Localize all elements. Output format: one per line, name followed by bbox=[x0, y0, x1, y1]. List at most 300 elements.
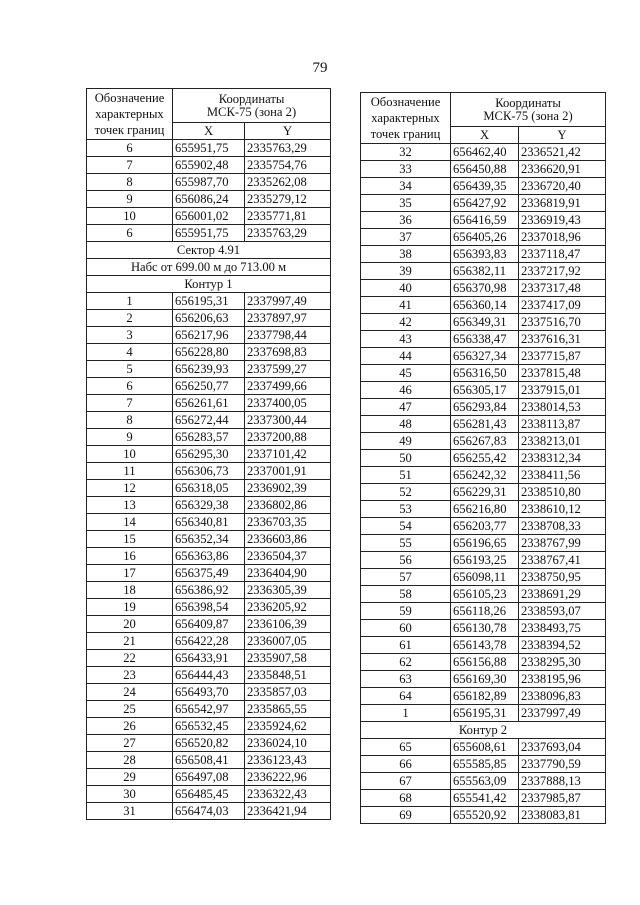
y-value: 2337417,09 bbox=[519, 297, 606, 314]
table-row bbox=[87, 497, 331, 514]
x-value: 656370,98 bbox=[451, 280, 519, 297]
table-row bbox=[87, 735, 331, 752]
table-row bbox=[87, 769, 331, 786]
point-label: 36 bbox=[361, 212, 451, 229]
x-value: 655951,75 bbox=[173, 140, 245, 157]
table-row bbox=[87, 293, 331, 310]
x-value: 656261,61 bbox=[173, 395, 245, 412]
table-row bbox=[87, 429, 331, 446]
y-value: 2336305,39 bbox=[245, 582, 331, 599]
y-value: 2338312,34 bbox=[519, 450, 606, 467]
x-value: 655987,70 bbox=[173, 174, 245, 191]
x-value: 656532,45 bbox=[173, 718, 245, 735]
point-label: 8 bbox=[87, 174, 173, 191]
point-label: 6 bbox=[87, 378, 173, 395]
table-row bbox=[361, 569, 606, 586]
x-value: 656169,30 bbox=[451, 671, 519, 688]
x-value: 655585,85 bbox=[451, 756, 519, 773]
point-label: 40 bbox=[361, 280, 451, 297]
point-label: 31 bbox=[87, 803, 173, 820]
point-label: 49 bbox=[361, 433, 451, 450]
y-column-header: Y bbox=[245, 123, 331, 140]
x-value: 656497,08 bbox=[173, 769, 245, 786]
y-value: 2335865,55 bbox=[245, 701, 331, 718]
point-label: 42 bbox=[361, 314, 451, 331]
x-value: 656493,70 bbox=[173, 684, 245, 701]
y-value: 2336123,43 bbox=[245, 752, 331, 769]
table-row bbox=[361, 399, 606, 416]
x-value: 656295,30 bbox=[173, 446, 245, 463]
point-label: 62 bbox=[361, 654, 451, 671]
x-value: 656409,87 bbox=[173, 616, 245, 633]
point-label: 8 bbox=[87, 412, 173, 429]
x-value: 656206,63 bbox=[173, 310, 245, 327]
table-row bbox=[361, 382, 606, 399]
x-value: 656349,31 bbox=[451, 314, 519, 331]
y-value: 2337693,04 bbox=[519, 739, 606, 756]
point-label: 66 bbox=[361, 756, 451, 773]
point-label: 15 bbox=[87, 531, 173, 548]
right-rows-group-2 bbox=[361, 739, 606, 824]
point-label: 63 bbox=[361, 671, 451, 688]
y-value: 2337300,44 bbox=[245, 412, 331, 429]
point-label: 44 bbox=[361, 348, 451, 365]
coordinates-header: Координаты МСК-75 (зона 2) bbox=[451, 93, 606, 127]
point-label: 6 bbox=[87, 140, 173, 157]
x-value: 656327,34 bbox=[451, 348, 519, 365]
point-label: 9 bbox=[87, 429, 173, 446]
x-value: 656462,40 bbox=[451, 144, 519, 161]
x-value: 656118,26 bbox=[451, 603, 519, 620]
y-value: 2335907,58 bbox=[245, 650, 331, 667]
x-value: 656182,89 bbox=[451, 688, 519, 705]
table-row bbox=[87, 752, 331, 769]
y-value: 2337317,48 bbox=[519, 280, 606, 297]
coordinates-table-left bbox=[86, 88, 331, 820]
point-label: 21 bbox=[87, 633, 173, 650]
point-label: 39 bbox=[361, 263, 451, 280]
point-label: 22 bbox=[87, 650, 173, 667]
x-value: 656250,77 bbox=[173, 378, 245, 395]
x-value: 656130,78 bbox=[451, 620, 519, 637]
table-row bbox=[87, 327, 331, 344]
x-value: 656386,92 bbox=[173, 582, 245, 599]
y-value: 2338295,30 bbox=[519, 654, 606, 671]
x-value: 656352,34 bbox=[173, 531, 245, 548]
table-row bbox=[87, 446, 331, 463]
point-label: 7 bbox=[87, 395, 173, 412]
y-value: 2336024,10 bbox=[245, 735, 331, 752]
point-label: 27 bbox=[87, 735, 173, 752]
point-label: 54 bbox=[361, 518, 451, 535]
point-label: 68 bbox=[361, 790, 451, 807]
x-value: 656305,17 bbox=[451, 382, 519, 399]
point-label: 65 bbox=[361, 739, 451, 756]
point-label: 58 bbox=[361, 586, 451, 603]
right-section-headers bbox=[361, 722, 606, 739]
table-row bbox=[87, 310, 331, 327]
table-row bbox=[87, 157, 331, 174]
table-row bbox=[361, 739, 606, 756]
point-label: 24 bbox=[87, 684, 173, 701]
point-label: 6 bbox=[87, 225, 173, 242]
point-label: 14 bbox=[87, 514, 173, 531]
table-row bbox=[361, 416, 606, 433]
x-value: 656542,97 bbox=[173, 701, 245, 718]
x-value: 656520,82 bbox=[173, 735, 245, 752]
y-value: 2337118,47 bbox=[519, 246, 606, 263]
table-row bbox=[361, 671, 606, 688]
x-value: 656306,73 bbox=[173, 463, 245, 480]
point-label: 60 bbox=[361, 620, 451, 637]
point-label: 61 bbox=[361, 637, 451, 654]
table-row bbox=[87, 684, 331, 701]
table-row bbox=[87, 514, 331, 531]
point-label: 43 bbox=[361, 331, 451, 348]
y-value: 2335857,03 bbox=[245, 684, 331, 701]
point-label: 41 bbox=[361, 297, 451, 314]
y-value: 2338691,29 bbox=[519, 586, 606, 603]
table-row bbox=[87, 174, 331, 191]
table-row bbox=[361, 620, 606, 637]
x-value: 656416,59 bbox=[451, 212, 519, 229]
table-row bbox=[87, 361, 331, 378]
point-label: 2 bbox=[87, 310, 173, 327]
x-value: 656086,24 bbox=[173, 191, 245, 208]
y-value: 2337698,83 bbox=[245, 344, 331, 361]
table-row bbox=[361, 603, 606, 620]
x-value: 656293,84 bbox=[451, 399, 519, 416]
point-label: 47 bbox=[361, 399, 451, 416]
x-value: 655520,92 bbox=[451, 807, 519, 824]
table-row bbox=[361, 484, 606, 501]
table-row bbox=[361, 467, 606, 484]
point-label: 9 bbox=[87, 191, 173, 208]
x-value: 656439,35 bbox=[451, 178, 519, 195]
page-number: 79 bbox=[312, 60, 328, 76]
table-row bbox=[361, 144, 606, 161]
y-value: 2337101,42 bbox=[245, 446, 331, 463]
y-value: 2337715,87 bbox=[519, 348, 606, 365]
label-column-header: Обозначение характерных точек границ bbox=[361, 93, 451, 144]
point-label: 25 bbox=[87, 701, 173, 718]
point-label: 29 bbox=[87, 769, 173, 786]
table-row bbox=[361, 280, 606, 297]
y-value: 2338411,56 bbox=[519, 467, 606, 484]
x-value: 656267,83 bbox=[451, 433, 519, 450]
y-value: 2337985,87 bbox=[519, 790, 606, 807]
table-row bbox=[87, 650, 331, 667]
point-label: 10 bbox=[87, 446, 173, 463]
x-value: 656427,92 bbox=[451, 195, 519, 212]
table-row bbox=[87, 599, 331, 616]
y-value: 2336322,43 bbox=[245, 786, 331, 803]
point-label: 5 bbox=[87, 361, 173, 378]
x-value: 656195,31 bbox=[173, 293, 245, 310]
point-label: 56 bbox=[361, 552, 451, 569]
table-row bbox=[87, 225, 331, 242]
point-label: 38 bbox=[361, 246, 451, 263]
y-value: 2336007,05 bbox=[245, 633, 331, 650]
x-value: 656422,28 bbox=[173, 633, 245, 650]
point-label: 59 bbox=[361, 603, 451, 620]
table-row bbox=[87, 701, 331, 718]
table-row bbox=[361, 637, 606, 654]
table-row bbox=[361, 297, 606, 314]
table-row bbox=[87, 463, 331, 480]
table-row bbox=[361, 314, 606, 331]
table-row bbox=[361, 586, 606, 603]
y-value: 2337499,66 bbox=[245, 378, 331, 395]
table-row bbox=[361, 535, 606, 552]
coordinates-header: Координаты МСК-75 (зона 2) bbox=[173, 89, 331, 123]
table-row bbox=[361, 790, 606, 807]
y-value: 2336902,39 bbox=[245, 480, 331, 497]
y-value: 2338195,96 bbox=[519, 671, 606, 688]
table-row bbox=[87, 208, 331, 225]
label-column-header: Обозначение характерных точек границ bbox=[87, 89, 173, 140]
x-value: 656156,88 bbox=[451, 654, 519, 671]
table-row bbox=[361, 433, 606, 450]
y-value: 2336421,94 bbox=[245, 803, 331, 820]
y-value: 2337915,01 bbox=[519, 382, 606, 399]
y-value: 2338767,41 bbox=[519, 552, 606, 569]
x-value: 656338,47 bbox=[451, 331, 519, 348]
y-value: 2336919,43 bbox=[519, 212, 606, 229]
x-value: 656203,77 bbox=[451, 518, 519, 535]
y-value: 2336703,35 bbox=[245, 514, 331, 531]
y-value: 2338014,53 bbox=[519, 399, 606, 416]
table-row bbox=[87, 548, 331, 565]
point-label: 57 bbox=[361, 569, 451, 586]
y-value: 2337815,48 bbox=[519, 365, 606, 382]
table-row bbox=[361, 450, 606, 467]
y-value: 2337200,88 bbox=[245, 429, 331, 446]
point-label: 50 bbox=[361, 450, 451, 467]
contour-title: Контур 2 bbox=[361, 722, 606, 739]
table-row bbox=[87, 667, 331, 684]
point-label: 3 bbox=[87, 327, 173, 344]
table-row bbox=[87, 140, 331, 157]
point-label: 52 bbox=[361, 484, 451, 501]
table-row bbox=[87, 531, 331, 548]
x-value: 656405,26 bbox=[451, 229, 519, 246]
point-label: 18 bbox=[87, 582, 173, 599]
y-value: 2336620,91 bbox=[519, 161, 606, 178]
y-value: 2336802,86 bbox=[245, 497, 331, 514]
y-value: 2337400,05 bbox=[245, 395, 331, 412]
point-label: 53 bbox=[361, 501, 451, 518]
y-value: 2338593,07 bbox=[519, 603, 606, 620]
left-rows-group-1 bbox=[87, 140, 331, 242]
table-row bbox=[87, 565, 331, 582]
x-value: 656272,44 bbox=[173, 412, 245, 429]
point-label: 17 bbox=[87, 565, 173, 582]
table-row bbox=[361, 552, 606, 569]
y-value: 2335763,29 bbox=[245, 225, 331, 242]
y-value: 2337217,92 bbox=[519, 263, 606, 280]
point-label: 33 bbox=[361, 161, 451, 178]
y-value: 2336521,42 bbox=[519, 144, 606, 161]
table-row bbox=[361, 331, 606, 348]
y-value: 2337599,27 bbox=[245, 361, 331, 378]
point-label: 20 bbox=[87, 616, 173, 633]
point-label: 10 bbox=[87, 208, 173, 225]
point-label: 51 bbox=[361, 467, 451, 484]
table-row bbox=[361, 807, 606, 824]
table-row bbox=[361, 263, 606, 280]
y-value: 2336404,90 bbox=[245, 565, 331, 582]
table-row bbox=[361, 518, 606, 535]
y-value: 2338708,33 bbox=[519, 518, 606, 535]
table-row bbox=[361, 654, 606, 671]
point-label: 26 bbox=[87, 718, 173, 735]
x-value: 656229,31 bbox=[451, 484, 519, 501]
x-value: 656485,45 bbox=[173, 786, 245, 803]
table-row bbox=[361, 229, 606, 246]
y-value: 2338213,01 bbox=[519, 433, 606, 450]
y-value: 2338096,83 bbox=[519, 688, 606, 705]
point-label: 28 bbox=[87, 752, 173, 769]
y-value: 2338394,52 bbox=[519, 637, 606, 654]
x-value: 656363,86 bbox=[173, 548, 245, 565]
x-value: 655951,75 bbox=[173, 225, 245, 242]
x-value: 656242,32 bbox=[451, 467, 519, 484]
table-row bbox=[361, 161, 606, 178]
point-label: 55 bbox=[361, 535, 451, 552]
y-value: 2335771,81 bbox=[245, 208, 331, 225]
x-value: 655902,48 bbox=[173, 157, 245, 174]
x-value: 656474,03 bbox=[173, 803, 245, 820]
y-value: 2337897,97 bbox=[245, 310, 331, 327]
x-value: 656193,25 bbox=[451, 552, 519, 569]
table-row bbox=[87, 395, 331, 412]
x-value: 656216,80 bbox=[451, 501, 519, 518]
table-row bbox=[361, 365, 606, 382]
point-label: 64 bbox=[361, 688, 451, 705]
point-label: 67 bbox=[361, 773, 451, 790]
point-label: 4 bbox=[87, 344, 173, 361]
point-label: 35 bbox=[361, 195, 451, 212]
table-row bbox=[361, 705, 606, 722]
y-value: 2337997,49 bbox=[519, 705, 606, 722]
point-label: 69 bbox=[361, 807, 451, 824]
point-label: 46 bbox=[361, 382, 451, 399]
x-value: 656195,31 bbox=[451, 705, 519, 722]
y-value: 2336106,39 bbox=[245, 616, 331, 633]
x-value: 656444,43 bbox=[173, 667, 245, 684]
table-row bbox=[87, 582, 331, 599]
x-value: 656105,23 bbox=[451, 586, 519, 603]
y-value: 2336720,40 bbox=[519, 178, 606, 195]
x-value: 656508,41 bbox=[173, 752, 245, 769]
table-row bbox=[361, 773, 606, 790]
point-label: 45 bbox=[361, 365, 451, 382]
table-row bbox=[361, 195, 606, 212]
y-value: 2338767,99 bbox=[519, 535, 606, 552]
x-value: 656098,11 bbox=[451, 569, 519, 586]
y-value: 2338493,75 bbox=[519, 620, 606, 637]
y-value: 2337790,59 bbox=[519, 756, 606, 773]
point-label: 30 bbox=[87, 786, 173, 803]
left-rows-group-2 bbox=[87, 293, 331, 820]
x-value: 656360,14 bbox=[451, 297, 519, 314]
x-value: 656318,05 bbox=[173, 480, 245, 497]
y-value: 2338113,87 bbox=[519, 416, 606, 433]
table-row bbox=[87, 191, 331, 208]
table-row bbox=[87, 378, 331, 395]
point-label: 34 bbox=[361, 178, 451, 195]
table-row bbox=[87, 786, 331, 803]
x-value: 656375,49 bbox=[173, 565, 245, 582]
table-row bbox=[361, 212, 606, 229]
contour-title: Контур 1 bbox=[87, 276, 331, 293]
x-value: 656001,02 bbox=[173, 208, 245, 225]
point-label: 19 bbox=[87, 599, 173, 616]
x-value: 656239,93 bbox=[173, 361, 245, 378]
x-value: 656450,88 bbox=[451, 161, 519, 178]
y-value: 2337001,91 bbox=[245, 463, 331, 480]
x-value: 656329,38 bbox=[173, 497, 245, 514]
y-value: 2338610,12 bbox=[519, 501, 606, 518]
x-value: 656217,96 bbox=[173, 327, 245, 344]
y-value: 2336603,86 bbox=[245, 531, 331, 548]
y-value: 2336205,92 bbox=[245, 599, 331, 616]
x-value: 656433,91 bbox=[173, 650, 245, 667]
x-column-header: X bbox=[173, 123, 245, 140]
point-label: 48 bbox=[361, 416, 451, 433]
x-value: 656382,11 bbox=[451, 263, 519, 280]
x-value: 656393,83 bbox=[451, 246, 519, 263]
y-value: 2336819,91 bbox=[519, 195, 606, 212]
y-value: 2336504,37 bbox=[245, 548, 331, 565]
coordinates-table-right bbox=[360, 92, 606, 824]
x-column-header: X bbox=[451, 127, 519, 144]
table-row bbox=[361, 246, 606, 263]
nabs-range: Набс от 699.00 м до 713.00 м bbox=[87, 259, 331, 276]
y-value: 2335754,76 bbox=[245, 157, 331, 174]
y-value: 2338083,81 bbox=[519, 807, 606, 824]
point-label: 1 bbox=[361, 705, 451, 722]
table-row bbox=[87, 718, 331, 735]
table-row bbox=[87, 616, 331, 633]
table-row bbox=[361, 756, 606, 773]
y-value: 2338510,80 bbox=[519, 484, 606, 501]
x-value: 655541,42 bbox=[451, 790, 519, 807]
y-value: 2335763,29 bbox=[245, 140, 331, 157]
y-value: 2337018,96 bbox=[519, 229, 606, 246]
point-label: 13 bbox=[87, 497, 173, 514]
table-row bbox=[87, 803, 331, 820]
point-label: 1 bbox=[87, 293, 173, 310]
y-value: 2337798,44 bbox=[245, 327, 331, 344]
point-label: 12 bbox=[87, 480, 173, 497]
x-value: 656228,80 bbox=[173, 344, 245, 361]
x-value: 656283,57 bbox=[173, 429, 245, 446]
left-section-headers bbox=[87, 242, 331, 293]
table-row bbox=[361, 348, 606, 365]
table-row bbox=[87, 633, 331, 650]
x-value: 656281,43 bbox=[451, 416, 519, 433]
point-label: 23 bbox=[87, 667, 173, 684]
table-row bbox=[361, 178, 606, 195]
y-value: 2337516,70 bbox=[519, 314, 606, 331]
point-label: 11 bbox=[87, 463, 173, 480]
point-label: 7 bbox=[87, 157, 173, 174]
y-value: 2336222,96 bbox=[245, 769, 331, 786]
x-value: 656340,81 bbox=[173, 514, 245, 531]
y-value: 2338750,95 bbox=[519, 569, 606, 586]
